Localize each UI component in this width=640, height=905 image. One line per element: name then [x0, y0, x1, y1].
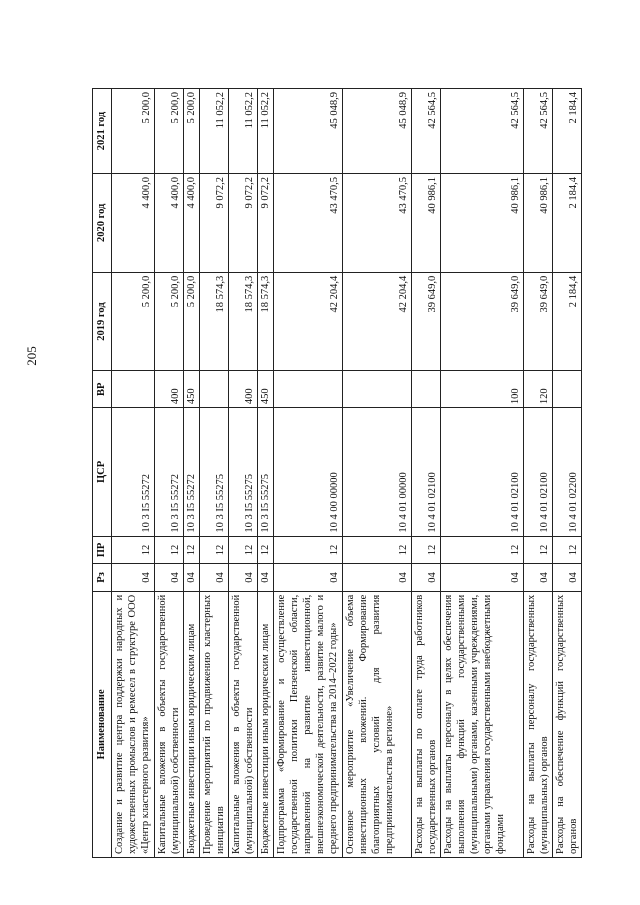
row-pr: 12 [200, 536, 229, 564]
row-2020: 43 470,5 [343, 174, 412, 273]
row-2019: 42 204,4 [343, 272, 412, 371]
row-2021: 45 048,9 [343, 89, 412, 174]
header-2020: 2020 год [93, 174, 112, 273]
table-row [155, 89, 184, 858]
rotated-table-container [92, 88, 579, 858]
row-pr: 12 [412, 536, 441, 564]
table-row [184, 89, 200, 858]
header-2021: 2021 год [93, 89, 112, 174]
row-pr: 12 [524, 536, 553, 564]
row-2021: 11 052,2 [258, 89, 274, 174]
row-2020: 4 400,0 [112, 174, 155, 273]
header-2019: 2019 год [93, 272, 112, 371]
row-csr: 10 4 01 02100 [524, 408, 553, 537]
row-2019: 18 574,3 [258, 272, 274, 371]
row-2021: 42 564,5 [412, 89, 441, 174]
row-csr: 10 4 01 02100 [441, 408, 524, 537]
row-vr [274, 371, 343, 408]
table-row [343, 89, 412, 858]
table-row [229, 89, 258, 858]
row-csr: 10 3 I5 55272 [184, 408, 200, 537]
row-2021: 11 052,2 [200, 89, 229, 174]
row-csr: 10 3 I5 55272 [155, 408, 184, 537]
row-csr: 10 4 01 02200 [553, 408, 582, 537]
row-2019: 18 574,3 [200, 272, 229, 371]
row-pr: 12 [112, 536, 155, 564]
table-row [441, 89, 524, 858]
row-name: Расходы на выплаты персоналу государственных (муниципальных) органов [524, 591, 553, 857]
table-row [524, 89, 553, 858]
row-rz: 04 [112, 564, 155, 592]
row-rz: 04 [412, 564, 441, 592]
table-row [112, 89, 155, 858]
row-rz: 04 [200, 564, 229, 592]
row-pr: 12 [274, 536, 343, 564]
row-2020: 4 400,0 [155, 174, 184, 273]
row-vr: 400 [155, 371, 184, 408]
header-vr: ВР [93, 371, 112, 408]
row-name: Расходы на обеспечение функций государственных органов [553, 591, 582, 857]
table-row [412, 89, 441, 858]
row-vr [200, 371, 229, 408]
row-2020: 40 986,1 [524, 174, 553, 273]
row-2019: 39 649,0 [441, 272, 524, 371]
table-row [258, 89, 274, 858]
row-2021: 5 200,0 [112, 89, 155, 174]
row-csr: 10 4 01 02100 [412, 408, 441, 537]
row-vr [412, 371, 441, 408]
row-pr: 12 [343, 536, 412, 564]
row-vr [112, 371, 155, 408]
row-rz: 04 [258, 564, 274, 592]
table-row [274, 89, 343, 858]
row-2021: 11 052,2 [229, 89, 258, 174]
row-2020: 40 986,1 [412, 174, 441, 273]
page-number: 205 [24, 346, 39, 366]
row-vr: 450 [258, 371, 274, 408]
row-2020: 2 184,4 [553, 174, 582, 273]
row-vr [553, 371, 582, 408]
row-2019: 39 649,0 [524, 272, 553, 371]
row-vr: 100 [441, 371, 524, 408]
row-rz: 04 [184, 564, 200, 592]
row-2021: 42 564,5 [441, 89, 524, 174]
row-rz: 04 [155, 564, 184, 592]
row-2020: 9 072,2 [200, 174, 229, 273]
row-name: Проведение мероприятий по продвижению кластерных инициатив [200, 591, 229, 857]
row-csr: 10 3 I5 55272 [112, 408, 155, 537]
row-pr: 12 [553, 536, 582, 564]
row-name: Создание и развитие центра поддержки народных и художественных промыслов и ремесел в структуре ООО «Центр кластерного развития» [112, 591, 155, 857]
row-csr: 10 3 I5 55275 [229, 408, 258, 537]
row-pr: 12 [155, 536, 184, 564]
header-pr: ПР [93, 536, 112, 564]
row-2021: 5 200,0 [184, 89, 200, 174]
table-row [200, 89, 229, 858]
row-name: Капитальные вложения в объекты государственной (муниципальной) собственности [229, 591, 258, 857]
row-name: Расходы на выплаты персоналу в целях обеспечения выполнения функций государственными (муниципальными) органами, казенными учреждениями, органами управления государственными внебюджетными фондами [441, 591, 524, 857]
row-2021: 45 048,9 [274, 89, 343, 174]
row-2019: 5 200,0 [155, 272, 184, 371]
row-name: Основное мероприятие «Увеличение объема инвестиционных вложений. Формирование благоприятных условий для развития предпринимательства в регионе» [343, 591, 412, 857]
row-csr: 10 3 I5 55275 [200, 408, 229, 537]
header-csr: ЦСР [93, 408, 112, 537]
row-2020: 43 470,5 [274, 174, 343, 273]
row-pr: 12 [229, 536, 258, 564]
row-rz: 04 [274, 564, 343, 592]
row-vr [343, 371, 412, 408]
row-rz: 04 [343, 564, 412, 592]
row-2019: 39 649,0 [412, 272, 441, 371]
row-rz: 04 [553, 564, 582, 592]
row-pr: 12 [258, 536, 274, 564]
row-name: Подпрограмма «Формирование и осуществление государственной политики Пензенской области, направленной на развитие инвестиционной, внешнеэкономической деятельности, развитие малого и среднего предпринимательства на 2014–2022 годы» [274, 591, 343, 857]
budget-table [92, 88, 582, 858]
row-csr: 10 3 I5 55275 [258, 408, 274, 537]
row-rz: 04 [441, 564, 524, 592]
header-rz: Рз [93, 564, 112, 592]
row-vr: 400 [229, 371, 258, 408]
row-name: Капитальные вложения в объекты государственной (муниципальной) собственности [155, 591, 184, 857]
row-2019: 18 574,3 [229, 272, 258, 371]
row-rz: 04 [229, 564, 258, 592]
row-rz: 04 [524, 564, 553, 592]
row-name: Расходы на выплаты по оплате труда работников государственных органов [412, 591, 441, 857]
header-name: Наименование [93, 591, 112, 857]
row-2020: 40 986,1 [441, 174, 524, 273]
row-2021: 5 200,0 [155, 89, 184, 174]
row-2021: 42 564,5 [524, 89, 553, 174]
table-row [553, 89, 582, 858]
row-2019: 2 184,4 [553, 272, 582, 371]
row-2019: 5 200,0 [184, 272, 200, 371]
row-pr: 12 [184, 536, 200, 564]
row-2020: 9 072,2 [229, 174, 258, 273]
row-2021: 2 184,4 [553, 89, 582, 174]
header-row [93, 89, 112, 858]
row-vr: 120 [524, 371, 553, 408]
row-name: Бюджетные инвестиции иным юридическим лицам [258, 591, 274, 857]
row-csr: 10 4 01 00000 [343, 408, 412, 537]
row-pr: 12 [441, 536, 524, 564]
row-csr: 10 4 00 00000 [274, 408, 343, 537]
row-name: Бюджетные инвестиции иным юридическим лицам [184, 591, 200, 857]
row-2019: 42 204,4 [274, 272, 343, 371]
row-2019: 5 200,0 [112, 272, 155, 371]
row-vr: 450 [184, 371, 200, 408]
row-2020: 9 072,2 [258, 174, 274, 273]
row-2020: 4 400,0 [184, 174, 200, 273]
